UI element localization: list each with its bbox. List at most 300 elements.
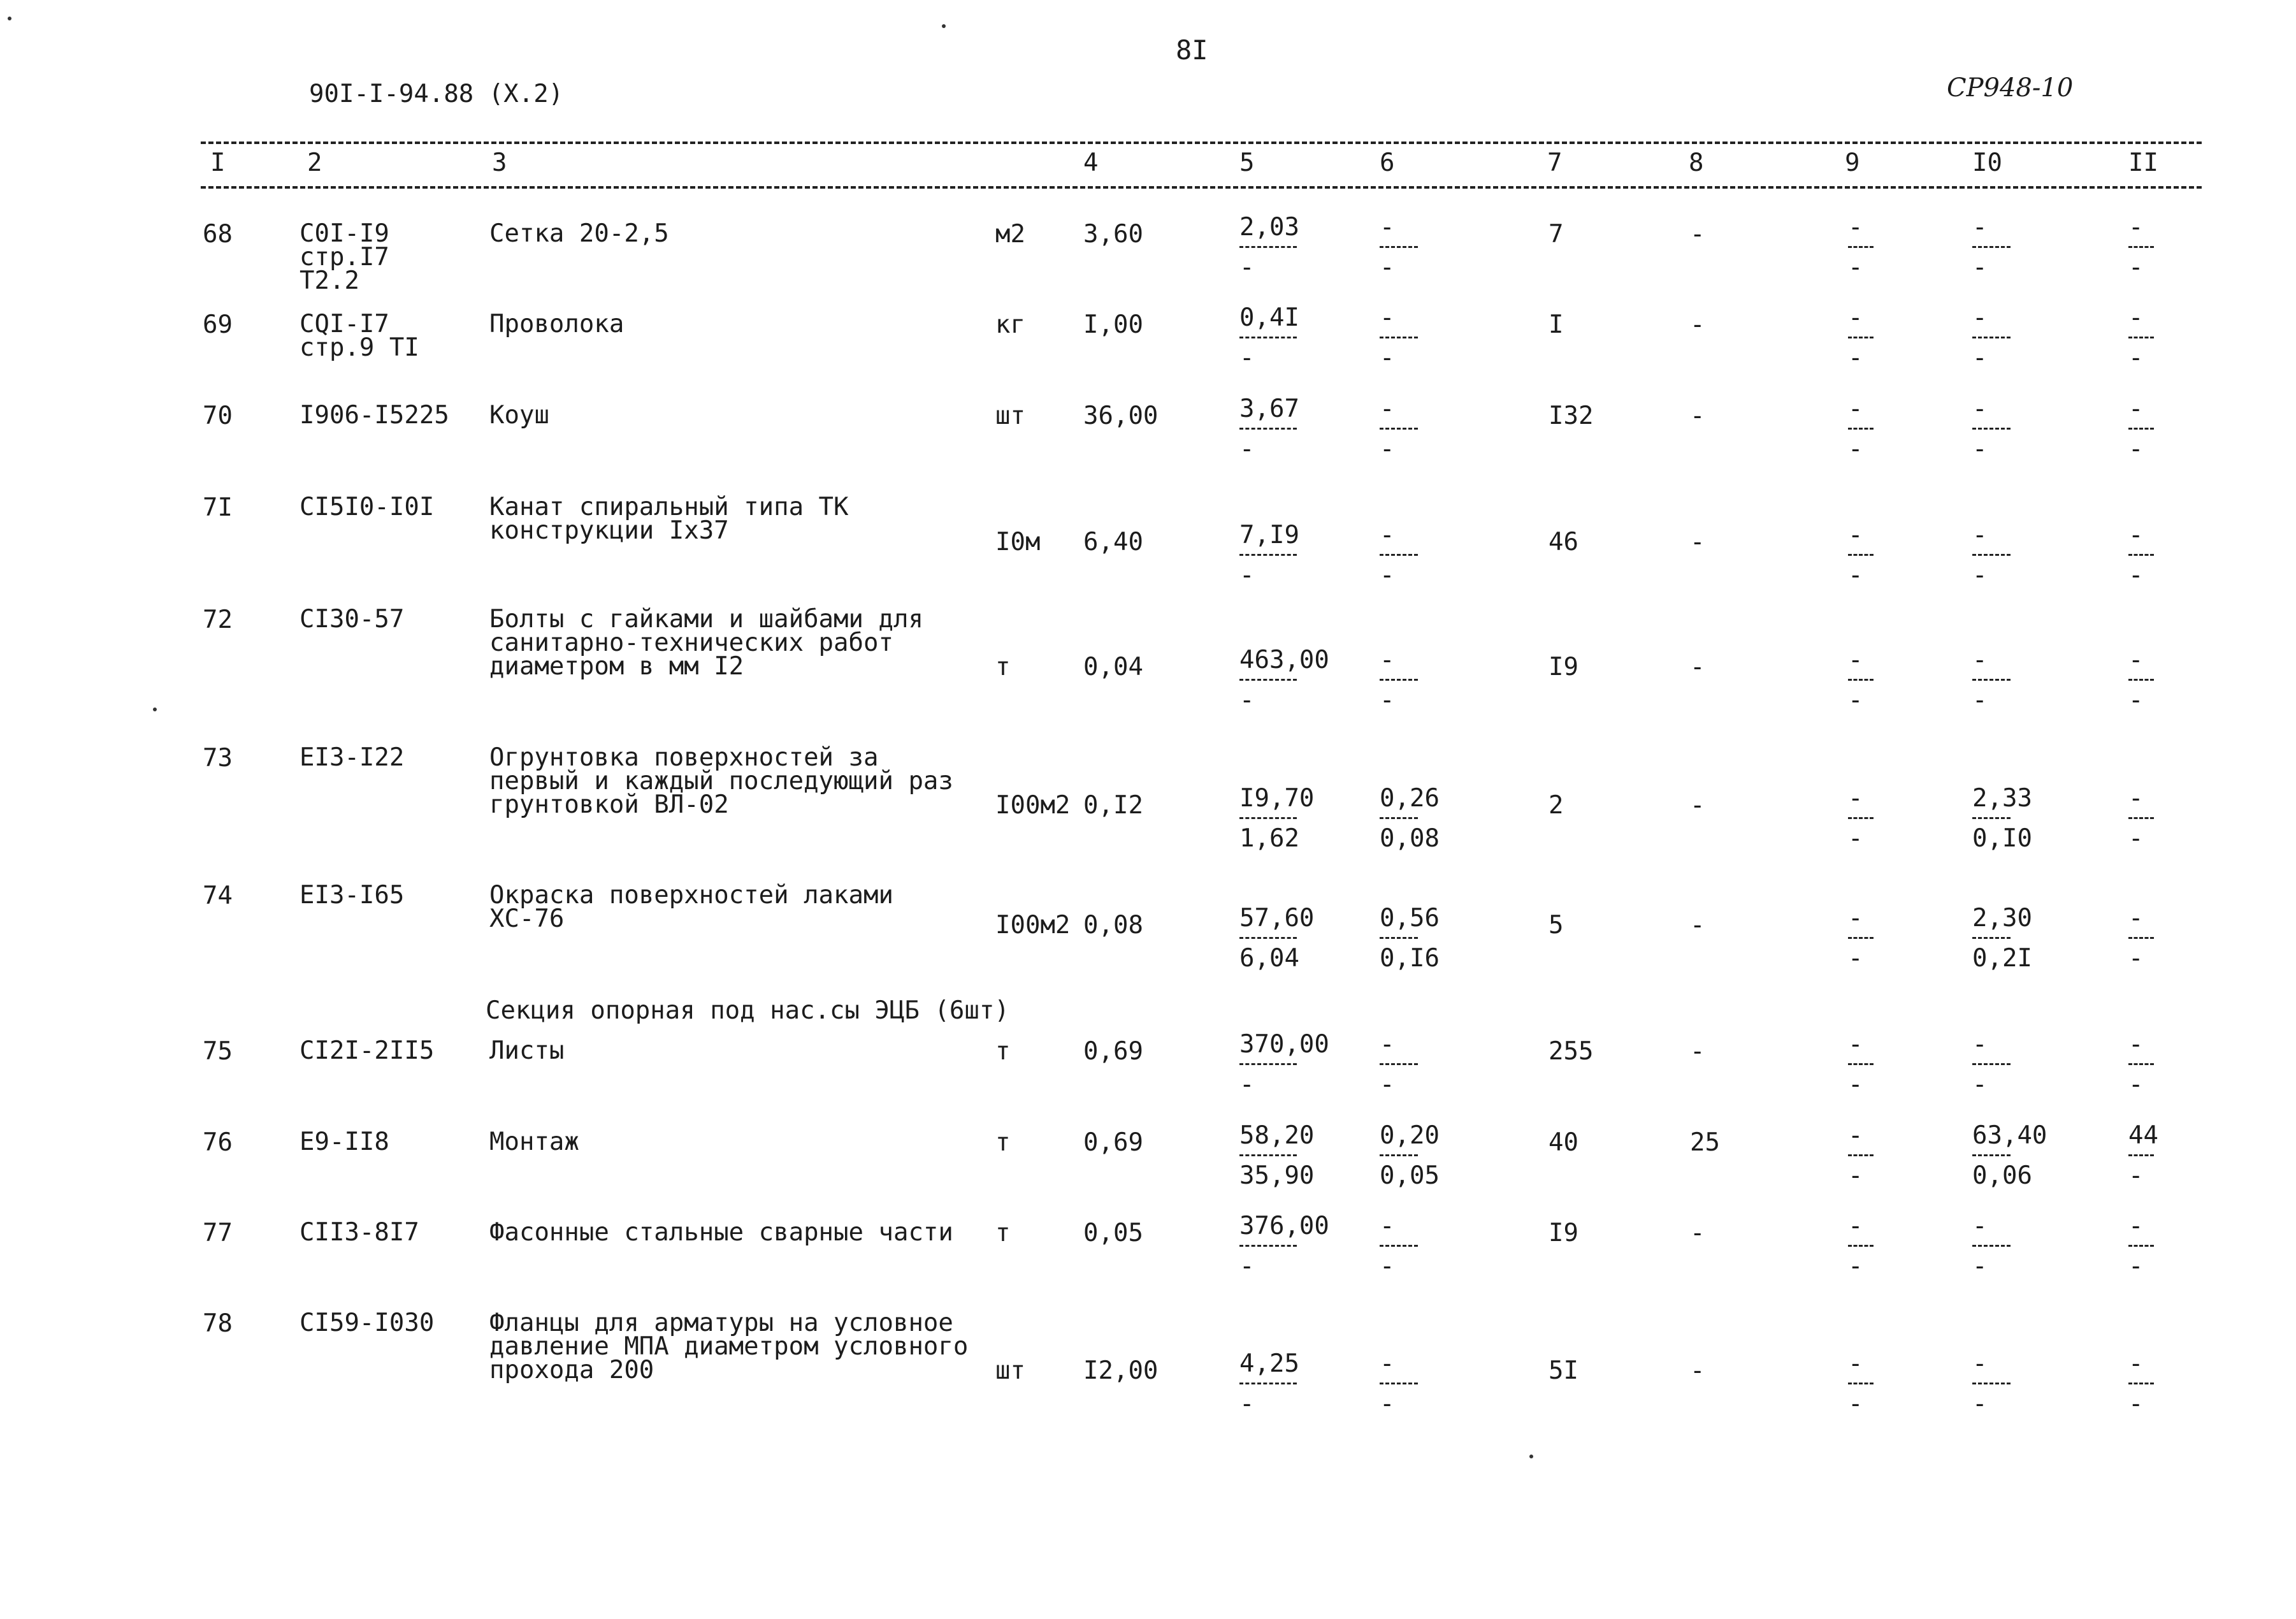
row-unit: т: [995, 1128, 1011, 1157]
row-col8: -: [1690, 402, 1705, 430]
fraction-denominator: -: [1848, 944, 1863, 973]
page-number: 8I: [1176, 34, 1208, 66]
fraction-cell-c11: [2128, 1031, 2167, 1098]
row-quantity: I2,00: [1083, 1356, 1159, 1385]
row-name: Сетка 20-2,5: [489, 219, 669, 248]
fraction-denominator: -: [1239, 1252, 1255, 1281]
fraction-bar: [1848, 428, 1874, 430]
fraction-denominator: -: [1239, 686, 1255, 715]
fraction-cell-c5: [1239, 647, 1335, 714]
row-name: Болты с гайками и шайбами для санитарно-технических работ диаметром в мм I2: [489, 605, 923, 681]
fraction-numerator: -: [2128, 303, 2144, 332]
fraction-cell-c11: [2128, 1213, 2167, 1280]
row-col7: 255: [1549, 1037, 1594, 1066]
fraction-bar: [1380, 337, 1418, 338]
fraction-bar: [2128, 817, 2154, 819]
row-col7: I9: [1549, 1219, 1578, 1247]
row-name: Фасонные стальные сварные части: [489, 1218, 953, 1247]
fraction-denominator: -: [1848, 1252, 1863, 1281]
fraction-bar: [1380, 1245, 1418, 1247]
row-quantity: I,00: [1083, 310, 1143, 339]
fraction-denominator: -: [1380, 435, 1395, 463]
column-header: II: [2128, 149, 2158, 177]
fraction-cell-c5: [1239, 522, 1335, 589]
fraction-denominator: 0,I6: [1380, 944, 1440, 973]
fraction-numerator: -: [2128, 904, 2144, 933]
fraction-cell-c11: [2128, 785, 2167, 852]
fraction-bar: [1848, 1383, 1874, 1384]
row-quantity: 36,00: [1083, 402, 1159, 430]
fraction-numerator: -: [1848, 521, 1863, 549]
fraction-denominator: 1,62: [1239, 824, 1299, 853]
section-title: Секция опорная под нас.сы ЭЦБ (6шт): [486, 996, 1009, 1025]
row-col8: -: [1690, 911, 1705, 940]
fraction-cell-c6: [1380, 1213, 1443, 1280]
row-unit: шт: [995, 402, 1025, 430]
fraction-denominator: -: [1239, 1390, 1255, 1418]
fraction-bar: [1972, 1383, 2011, 1384]
fraction-bar: [1972, 817, 2011, 819]
fraction-denominator: -: [2128, 686, 2144, 715]
fraction-cell-c11: [2128, 905, 2167, 972]
fraction-denominator: -: [2128, 1252, 2144, 1281]
fraction-bar: [1972, 554, 2011, 556]
fraction-denominator: -: [1380, 561, 1395, 590]
fraction-denominator: -: [1239, 253, 1255, 282]
row-quantity: 0,05: [1083, 1219, 1143, 1247]
fraction-cell-c10: [1972, 1031, 2036, 1098]
fraction-denominator: -: [2128, 344, 2144, 372]
row-name: Проволока: [489, 310, 625, 338]
fraction-numerator: -: [1848, 1349, 1863, 1378]
fraction-cell-c11: [2128, 647, 2167, 714]
fraction-numerator: -: [1972, 303, 1988, 332]
fraction-numerator: 0,56: [1380, 904, 1440, 933]
row-number: 75: [203, 1037, 233, 1066]
row-col8: -: [1690, 220, 1705, 249]
fraction-bar: [1239, 679, 1297, 681]
fraction-bar: [1380, 428, 1418, 430]
fraction-bar: [2128, 937, 2154, 939]
fraction-denominator: -: [1848, 686, 1863, 715]
row-unit: кг: [995, 310, 1025, 339]
fraction-denominator: -: [2128, 1161, 2144, 1190]
fraction-cell-c6: [1380, 522, 1443, 589]
row-col8: 25: [1690, 1128, 1720, 1157]
fraction-denominator: -: [1972, 344, 1988, 372]
row-unit: I00м2: [995, 911, 1071, 940]
row-unit: т: [995, 1219, 1011, 1247]
row-code: CQI-I7 стр.9 TI: [300, 310, 419, 363]
header-rule-bottom: [201, 186, 2202, 189]
fraction-numerator: 2,30: [1972, 904, 2032, 933]
fraction-cell-c10: [1972, 647, 2036, 714]
fraction-numerator: -: [1380, 1030, 1395, 1059]
row-name: Листы: [489, 1036, 565, 1065]
row-col7: I: [1549, 310, 1564, 339]
fraction-cell-c9: [1848, 785, 1886, 852]
fraction-bar: [1239, 1383, 1297, 1384]
fraction-bar: [2128, 428, 2154, 430]
fraction-numerator: 0,26: [1380, 784, 1440, 813]
fraction-bar: [2128, 554, 2154, 556]
row-quantity: 0,04: [1083, 653, 1143, 681]
row-code: CI2I-2II5: [300, 1036, 435, 1065]
fraction-cell-c5: [1239, 1031, 1335, 1098]
row-unit: I00м2: [995, 791, 1071, 820]
row-col8: -: [1690, 791, 1705, 820]
fraction-numerator: 463,00: [1239, 646, 1329, 674]
fraction-denominator: -: [1848, 253, 1863, 282]
fraction-denominator: -: [1380, 253, 1395, 282]
fraction-cell-c9: [1848, 905, 1886, 972]
row-unit: I0м: [995, 528, 1041, 556]
fraction-cell-c9: [1848, 305, 1886, 372]
fraction-bar: [1848, 337, 1874, 338]
fraction-cell-c9: [1848, 647, 1886, 714]
fraction-bar: [1848, 246, 1874, 248]
fraction-denominator: 0,2I: [1972, 944, 2032, 973]
fraction-cell-c9: [1848, 1122, 1886, 1189]
fraction-numerator: -: [1380, 1212, 1395, 1240]
fraction-numerator: 58,20: [1239, 1121, 1315, 1150]
fraction-numerator: -: [1972, 1212, 1988, 1240]
fraction-bar: [1848, 1245, 1874, 1247]
row-quantity: 0,69: [1083, 1128, 1143, 1157]
fraction-numerator: -: [1848, 1030, 1863, 1059]
fraction-bar: [1239, 1245, 1297, 1247]
row-code: E9-II8: [300, 1128, 389, 1156]
fraction-numerator: -: [1972, 1030, 1988, 1059]
fraction-denominator: -: [1848, 344, 1863, 372]
fraction-denominator: -: [1848, 1070, 1863, 1099]
fraction-denominator: -: [1380, 1070, 1395, 1099]
fraction-cell-c11: [2128, 1122, 2167, 1189]
row-col7: 5I: [1549, 1356, 1578, 1385]
fraction-numerator: 2,03: [1239, 213, 1299, 242]
fraction-denominator: 6,04: [1239, 944, 1299, 973]
row-col7: 46: [1549, 528, 1578, 556]
fraction-cell-c10: [1972, 305, 2036, 372]
document-code: 90I-I-94.88 (X.2): [309, 80, 564, 108]
row-code: C0I-I9 стр.I7 T2.2: [300, 219, 389, 296]
fraction-cell-c10: [1972, 1213, 2036, 1280]
row-col8: -: [1690, 653, 1705, 681]
row-unit: м2: [995, 220, 1025, 249]
row-number: 77: [203, 1219, 233, 1247]
column-header: 3: [492, 149, 507, 177]
column-header: 4: [1083, 149, 1099, 177]
row-number: 70: [203, 402, 233, 430]
row-code: EI3-I22: [300, 743, 405, 772]
fraction-bar: [1239, 937, 1297, 939]
fraction-bar: [1380, 1383, 1418, 1384]
scan-speck: [8, 17, 11, 20]
fraction-numerator: -: [1972, 646, 1988, 674]
fraction-cell-c5: [1239, 1213, 1335, 1280]
fraction-denominator: -: [1380, 686, 1395, 715]
fraction-cell-c10: [1972, 522, 2036, 589]
scan-speck: [942, 24, 946, 28]
fraction-denominator: -: [1848, 1390, 1863, 1418]
fraction-cell-c5: [1239, 396, 1335, 463]
fraction-numerator: -: [2128, 1212, 2144, 1240]
fraction-bar: [1239, 337, 1297, 338]
row-unit: т: [995, 1037, 1011, 1066]
fraction-bar: [1239, 817, 1297, 819]
fraction-cell-c5: [1239, 785, 1335, 852]
row-quantity: 3,60: [1083, 220, 1143, 249]
fraction-cell-c6: [1380, 905, 1443, 972]
fraction-cell-c11: [2128, 1351, 2167, 1418]
row-col7: 7: [1549, 220, 1564, 249]
fraction-bar: [1972, 1063, 2011, 1065]
fraction-cell-c9: [1848, 396, 1886, 463]
fraction-denominator: -: [1972, 1252, 1988, 1281]
fraction-cell-c5: [1239, 1122, 1335, 1189]
fraction-bar: [1380, 1154, 1418, 1156]
fraction-bar: [1848, 1154, 1874, 1156]
fraction-denominator: -: [2128, 944, 2144, 973]
fraction-cell-c6: [1380, 214, 1443, 281]
fraction-bar: [1239, 1063, 1297, 1065]
fraction-cell-c6: [1380, 1351, 1443, 1418]
fraction-denominator: -: [1972, 1070, 1988, 1099]
row-col7: 5: [1549, 911, 1564, 940]
fraction-numerator: -: [1380, 213, 1395, 242]
fraction-denominator: -: [1239, 561, 1255, 590]
fraction-cell-c10: [1972, 785, 2036, 852]
fraction-numerator: -: [2128, 1349, 2144, 1378]
fraction-bar: [2128, 1154, 2154, 1156]
fraction-bar: [1972, 1154, 2011, 1156]
fraction-numerator: -: [1972, 521, 1988, 549]
fraction-numerator: -: [1380, 395, 1395, 423]
fraction-bar: [1380, 679, 1418, 681]
fraction-denominator: -: [1848, 435, 1863, 463]
fraction-numerator: -: [1848, 904, 1863, 933]
fraction-numerator: 3,67: [1239, 395, 1299, 423]
fraction-numerator: -: [2128, 213, 2144, 242]
fraction-bar: [2128, 1063, 2154, 1065]
row-name: Коуш: [489, 401, 549, 430]
fraction-numerator: -: [1848, 1212, 1863, 1240]
fraction-cell-c6: [1380, 305, 1443, 372]
fraction-bar: [2128, 1383, 2154, 1384]
fraction-bar: [1972, 679, 2011, 681]
fraction-denominator: -: [1380, 1390, 1395, 1418]
fraction-bar: [1380, 937, 1418, 939]
fraction-cell-c6: [1380, 785, 1443, 852]
fraction-bar: [1380, 246, 1418, 248]
fraction-numerator: -: [1848, 646, 1863, 674]
fraction-bar: [1380, 817, 1418, 819]
fraction-bar: [1848, 679, 1874, 681]
fraction-cell-c11: [2128, 214, 2167, 281]
row-col7: I32: [1549, 402, 1594, 430]
fraction-cell-c11: [2128, 305, 2167, 372]
fraction-numerator: -: [2128, 784, 2144, 813]
fraction-numerator: -: [1972, 1349, 1988, 1378]
fraction-denominator: -: [1380, 344, 1395, 372]
fraction-numerator: -: [2128, 521, 2144, 549]
fraction-numerator: 7,I9: [1239, 521, 1299, 549]
fraction-cell-c9: [1848, 1031, 1886, 1098]
fraction-denominator: -: [2128, 253, 2144, 282]
row-number: 76: [203, 1128, 233, 1157]
fraction-cell-c5: [1239, 1351, 1335, 1418]
fraction-numerator: -: [1972, 395, 1988, 423]
fraction-bar: [1848, 1063, 1874, 1065]
fraction-numerator: -: [1380, 521, 1395, 549]
fraction-bar: [2128, 337, 2154, 338]
fraction-numerator: 63,40: [1972, 1121, 2047, 1150]
fraction-numerator: -: [1848, 784, 1863, 813]
scan-speck: [153, 708, 157, 711]
fraction-numerator: 2,33: [1972, 784, 2032, 813]
row-quantity: 0,I2: [1083, 791, 1143, 820]
fraction-bar: [1972, 246, 2011, 248]
fraction-cell-c9: [1848, 522, 1886, 589]
row-code: EI3-I65: [300, 881, 405, 910]
fraction-bar: [1239, 246, 1297, 248]
fraction-bar: [2128, 1245, 2154, 1247]
fraction-denominator: -: [1848, 561, 1863, 590]
row-name: Окраска поверхностей лаками ХС-76: [489, 881, 893, 934]
fraction-cell-c5: [1239, 905, 1335, 972]
fraction-denominator: -: [1380, 1252, 1395, 1281]
fraction-denominator: 0,I0: [1972, 824, 2032, 853]
fraction-cell-c5: [1239, 305, 1335, 372]
fraction-bar: [2128, 679, 2154, 681]
fraction-denominator: -: [2128, 1390, 2144, 1418]
column-header: 5: [1239, 149, 1255, 177]
fraction-numerator: 0,4I: [1239, 303, 1299, 332]
fraction-numerator: 370,00: [1239, 1030, 1329, 1059]
column-header: I0: [1972, 149, 2002, 177]
fraction-numerator: -: [2128, 1030, 2144, 1059]
fraction-cell-c10: [1972, 396, 2036, 463]
fraction-cell-c10: [1972, 214, 2036, 281]
fraction-numerator: I9,70: [1239, 784, 1315, 813]
row-number: 74: [203, 882, 233, 910]
column-header: 2: [307, 149, 322, 177]
fraction-numerator: -: [2128, 646, 2144, 674]
fraction-denominator: -: [1972, 561, 1988, 590]
row-col7: 40: [1549, 1128, 1578, 1157]
fraction-denominator: 0,05: [1380, 1161, 1440, 1190]
fraction-denominator: -: [1972, 253, 1988, 282]
fraction-denominator: -: [2128, 561, 2144, 590]
row-col8: -: [1690, 1037, 1705, 1066]
fraction-denominator: -: [1972, 686, 1988, 715]
fraction-cell-c9: [1848, 214, 1886, 281]
fraction-bar: [1239, 428, 1297, 430]
fraction-bar: [1380, 554, 1418, 556]
fraction-bar: [2128, 246, 2154, 248]
row-code: CII3-8I7: [300, 1218, 419, 1247]
fraction-denominator: -: [1848, 824, 1863, 853]
fraction-cell-c6: [1380, 1122, 1443, 1189]
fraction-bar: [1972, 1245, 2011, 1247]
row-code: CI59-I030: [300, 1309, 435, 1337]
fraction-cell-c6: [1380, 1031, 1443, 1098]
fraction-cell-c11: [2128, 396, 2167, 463]
column-header: I: [210, 149, 226, 177]
row-col8: -: [1690, 528, 1705, 556]
row-col8: -: [1690, 310, 1705, 339]
row-quantity: 6,40: [1083, 528, 1143, 556]
row-col7: 2: [1549, 791, 1564, 820]
fraction-cell-c6: [1380, 647, 1443, 714]
column-header: 6: [1380, 149, 1395, 177]
fraction-denominator: 0,06: [1972, 1161, 2032, 1190]
fraction-numerator: 44: [2128, 1121, 2158, 1150]
fraction-cell-c5: [1239, 214, 1335, 281]
fraction-cell-c9: [1848, 1213, 1886, 1280]
fraction-denominator: -: [1972, 435, 1988, 463]
row-quantity: 0,08: [1083, 911, 1143, 940]
fraction-bar: [1972, 937, 2011, 939]
row-code: CI5I0-I0I: [300, 493, 435, 521]
fraction-denominator: -: [1972, 1390, 1988, 1418]
row-number: 73: [203, 744, 233, 773]
scan-speck: [1529, 1455, 1533, 1458]
row-name: Канат спиральный типа ТК конструкции Iх37: [489, 493, 849, 546]
row-quantity: 0,69: [1083, 1037, 1143, 1066]
fraction-numerator: 376,00: [1239, 1212, 1329, 1240]
fraction-cell-c10: [1972, 1351, 2036, 1418]
fraction-numerator: -: [1848, 1121, 1863, 1150]
row-number: 7I: [203, 493, 233, 522]
column-header: 7: [1547, 149, 1563, 177]
fraction-cell-c9: [1848, 1351, 1886, 1418]
fraction-bar: [1972, 428, 2011, 430]
row-col8: -: [1690, 1356, 1705, 1385]
row-unit: т: [995, 653, 1011, 681]
row-col8: -: [1690, 1219, 1705, 1247]
row-name: Монтаж: [489, 1128, 579, 1156]
row-number: 72: [203, 606, 233, 634]
fraction-denominator: -: [1239, 344, 1255, 372]
fraction-cell-c10: [1972, 905, 2036, 972]
fraction-bar: [1848, 817, 1874, 819]
fraction-numerator: 4,25: [1239, 1349, 1299, 1378]
fraction-numerator: -: [1848, 303, 1863, 332]
fraction-denominator: -: [1848, 1161, 1863, 1190]
fraction-denominator: 35,90: [1239, 1161, 1315, 1190]
fraction-denominator: -: [2128, 824, 2144, 853]
fraction-numerator: -: [1380, 646, 1395, 674]
row-code: I906-I5225: [300, 401, 449, 430]
fraction-numerator: -: [2128, 395, 2144, 423]
row-name: Фланцы для арматуры на условное давление МПА диаметром условного прохода 200: [489, 1309, 969, 1385]
header-rule-top: [201, 142, 2202, 144]
fraction-numerator: -: [1848, 213, 1863, 242]
fraction-bar: [1380, 1063, 1418, 1065]
row-number: 68: [203, 220, 233, 249]
row-code: CI30-57: [300, 605, 405, 634]
fraction-bar: [1239, 554, 1297, 556]
archive-stamp: СР948-10: [1947, 73, 2074, 103]
fraction-denominator: -: [1239, 1070, 1255, 1099]
row-number: 69: [203, 310, 233, 339]
fraction-denominator: -: [2128, 1070, 2144, 1099]
column-header: 9: [1845, 149, 1860, 177]
fraction-numerator: -: [1380, 303, 1395, 332]
fraction-denominator: 0,08: [1380, 824, 1440, 853]
fraction-numerator: -: [1380, 1349, 1395, 1378]
